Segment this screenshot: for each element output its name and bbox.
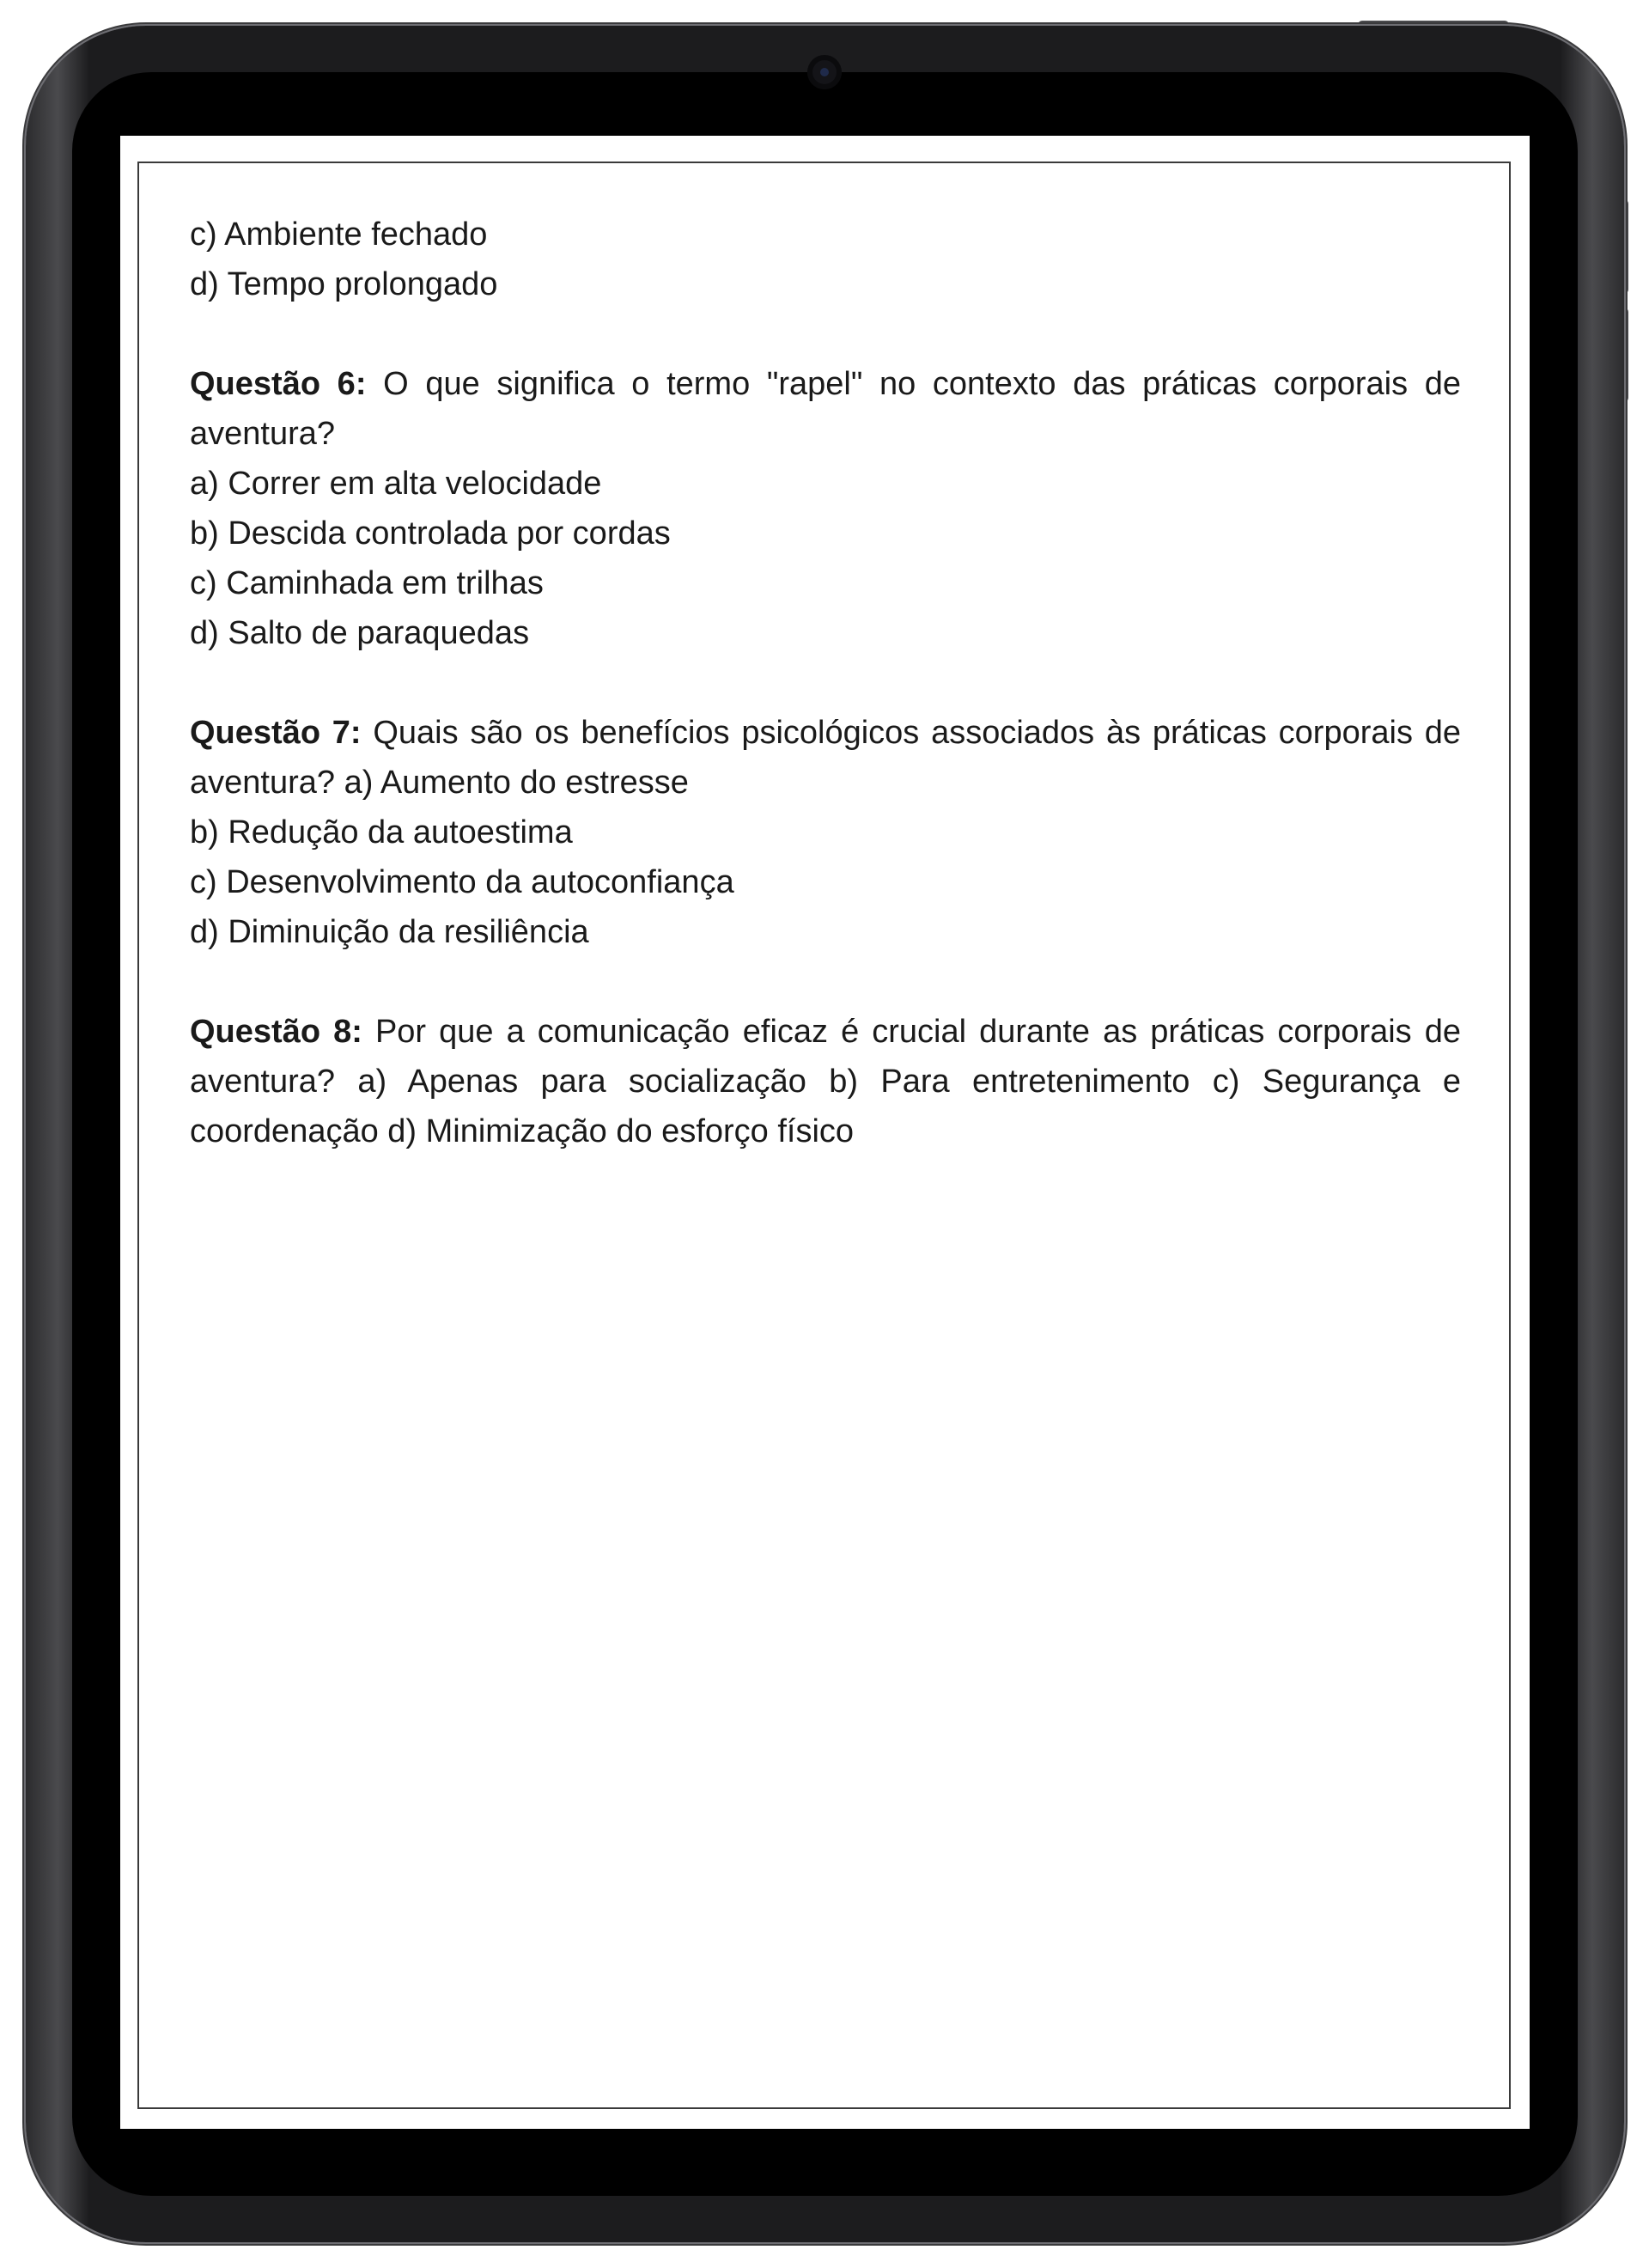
question-6: [190, 359, 1461, 658]
camera-lens: [820, 68, 829, 76]
question-8-label: Questão 8:: [190, 1014, 362, 1050]
question-8-body: Por que a comunicação eficaz é crucial durante as práticas corporais de aventura? a) Apenas para socialização b) Para entretenimento c) Segurança e coordenação d) Minimização do esforço físico: [190, 1014, 1461, 1149]
question-8-text: [190, 1007, 1461, 1156]
question-6-label: Questão 6:: [190, 366, 367, 402]
carryover-option: d) Tempo prolongado: [190, 266, 498, 302]
document-screen[interactable]: [120, 136, 1530, 2129]
question-7: [190, 708, 1461, 957]
question-7-text: [190, 708, 1461, 808]
answer-option: b) Descida controlada por cordas: [190, 515, 671, 552]
question-7-label: Questão 7:: [190, 715, 362, 751]
question-6-text: [190, 359, 1461, 459]
front-camera-icon: [807, 55, 842, 89]
answer-option: c) Caminhada em trilhas: [190, 565, 544, 601]
question-7-options: [190, 808, 1461, 957]
question-6-options: [190, 459, 1461, 658]
question-7-body: Quais são os benefícios psicológicos associados às práticas corporais de aventura? a) Aumento do estresse: [190, 715, 1461, 801]
carryover-option: c) Ambiente fechado: [190, 216, 488, 253]
answer-option: d) Diminuição da resiliência: [190, 914, 589, 950]
question-6-body: O que significa o termo "rapel" no contexto das práticas corporais de aventura?: [190, 366, 1461, 452]
answer-option: a) Correr em alta velocidade: [190, 466, 602, 502]
answer-option: b) Redução da autoestima: [190, 814, 573, 850]
document-content: [190, 210, 1461, 1156]
question-8: [190, 1007, 1461, 1156]
answer-option: d) Salto de paraquedas: [190, 615, 530, 651]
answer-option: c) Desenvolvimento da autoconfiança: [190, 864, 734, 900]
